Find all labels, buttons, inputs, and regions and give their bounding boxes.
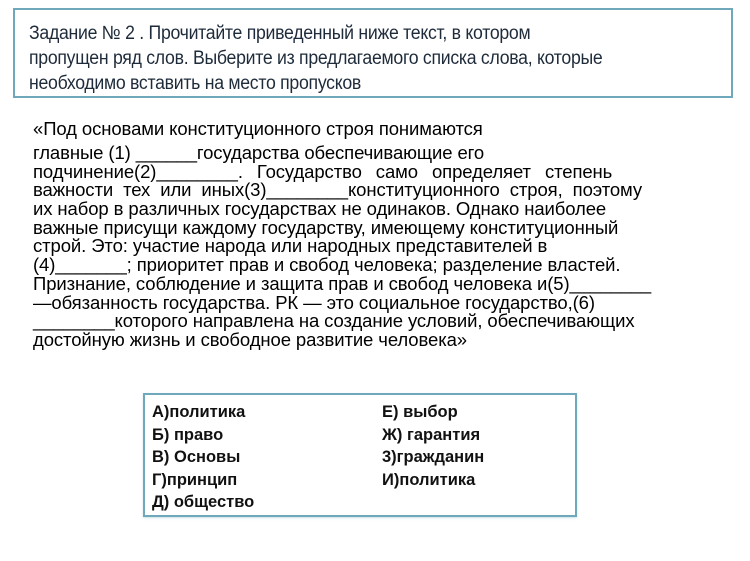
answer-options-box bbox=[143, 393, 577, 517]
passage-line: ________которого направлена на создание условий, обеспечивающих bbox=[33, 310, 635, 332]
passage-line: важности тех или иных(3)________конституционного строя, поэтому bbox=[33, 179, 643, 201]
options-column-left bbox=[152, 401, 254, 514]
passage-line: их набор в различных государствах не одинаков. Однако наиболее bbox=[33, 198, 607, 220]
option-zh: Ж) гарантия bbox=[382, 425, 481, 444]
option-e: Е) выбор bbox=[382, 403, 458, 421]
option-g: Г)принцип bbox=[152, 470, 238, 489]
passage-line: подчинение(2)________. Государство само определяет степень bbox=[33, 160, 613, 182]
option-d: Д) общество bbox=[152, 493, 255, 511]
task-instruction-line-1: Задание № 2 . Прочитайте приведенный ниже текст, в котором bbox=[29, 23, 531, 44]
passage-line: Признание, соблюдение и защита прав и свобод человека и(5)________ bbox=[33, 272, 652, 294]
option-a: А)политика bbox=[152, 403, 246, 421]
option-b: Б) право bbox=[152, 425, 224, 444]
task-instruction-line-2: пропущен ряд слов. Выберите из предлагаемого списка слова, которые bbox=[29, 48, 603, 69]
task-instruction-line-3: необходимо вставить на место пропусков bbox=[29, 73, 362, 94]
option-v: В) Основы bbox=[152, 448, 241, 466]
passage-text bbox=[33, 118, 733, 350]
passage-line: важные присущи каждому государству, имеющему конституционный bbox=[33, 216, 619, 238]
passage-line: (4)_______; приоритет прав и свобод человека; разделение властей. bbox=[33, 254, 621, 276]
passage-line: главные (1) ______государства обеспечивающие его bbox=[33, 142, 485, 163]
task-instruction-box bbox=[13, 8, 733, 98]
passage-line: достойную жизнь и свободное развитие человека» bbox=[33, 328, 467, 350]
options-column-right bbox=[382, 401, 484, 491]
passage-line: «Под основами конституционного строя понимаются bbox=[33, 118, 483, 139]
option-i: И)политика bbox=[382, 470, 476, 489]
passage-line: строй. Это: участие народа или народных представителей в bbox=[33, 235, 548, 257]
passage-line: —обязанность государства. РК — это социальное государство,(6) bbox=[33, 291, 595, 313]
option-z: 3)гражданин bbox=[382, 448, 485, 466]
